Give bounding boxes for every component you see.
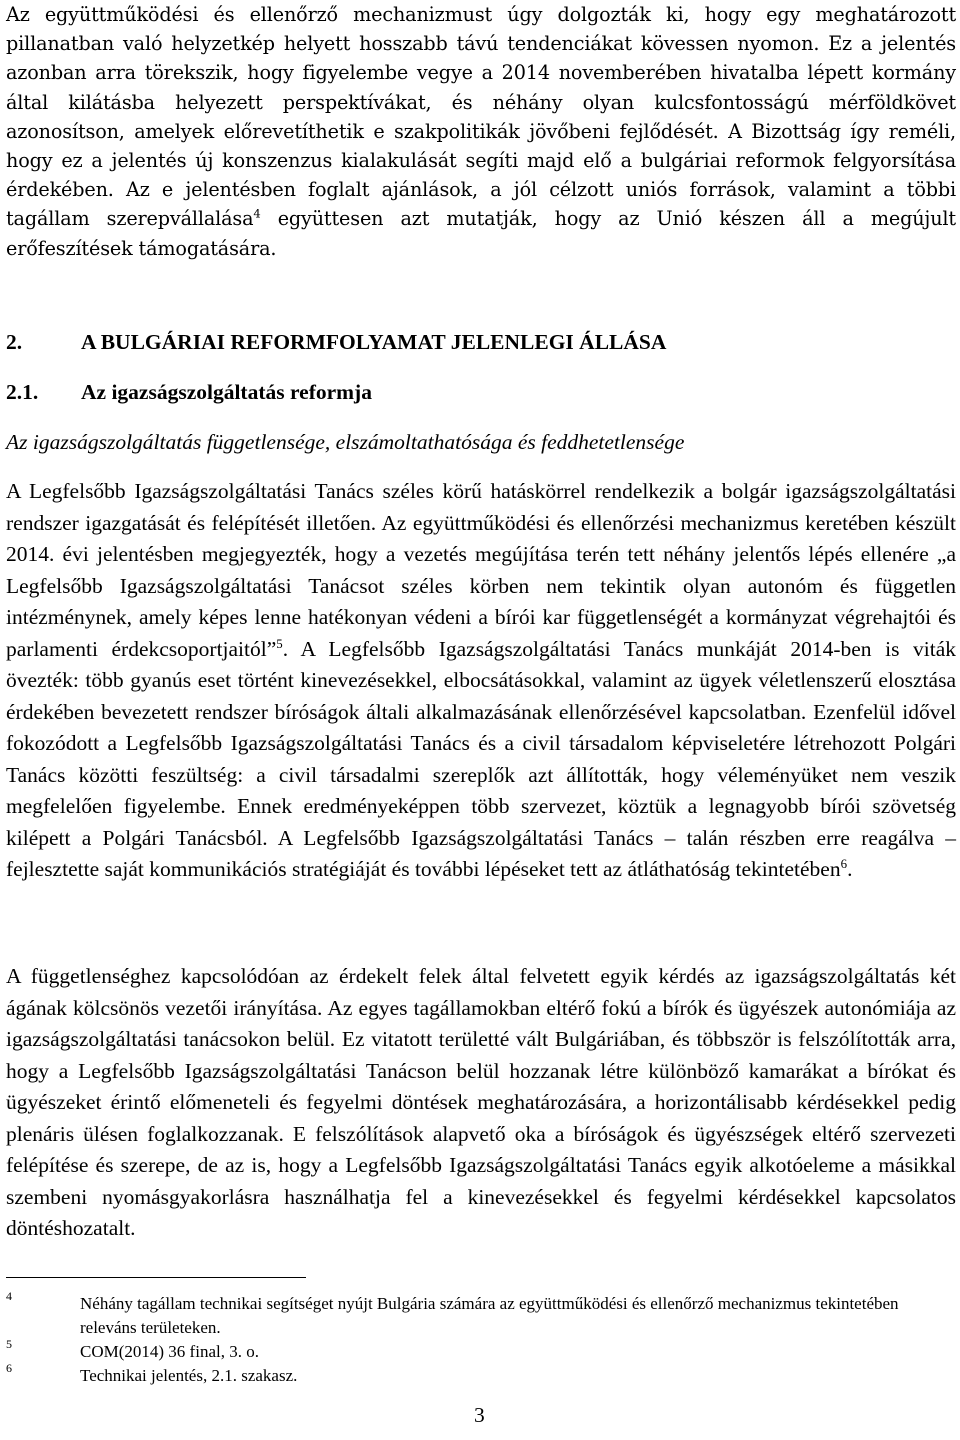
body-paragraph-1 [6, 476, 956, 886]
footnote-separator [6, 1277, 306, 1278]
footnote-ref-5[interactable]: 5 [276, 636, 283, 651]
subsection-heading [6, 380, 372, 405]
paragraph1-text-part3: . [847, 857, 853, 881]
intro-text-part2: együttesen azt mutatják, hogy az Unió készen áll a megújult erőfeszítések támogatására. [6, 207, 956, 260]
subsection-title: Az igazságszolgáltatás reformja [81, 380, 372, 404]
paragraph1-text-part2: . A Legfelsőbb Igazságszolgáltatási Tanács munkáját 2014-ben is viták övezték: több gyanús eset történt kinevezésekkel, elbocsátásokkal, valamint az ügyek véletlenszerű elosztása érdekében bevezetett rendszer bíróságok általi alkalmazásának ellenőrzésével kapcsolatban. Ezenfelül idővel fokozódott a Legfelsőbb Igazságszolgáltatási Tanács és a civil társadalom képviseletére létrehozott Polgári Tanács közötti feszültség: a civil társadalmi szereplők azt állították, hogy véleményüket nem veszik megfelelően figyelembe. Ennek eredményeképpen több szervezet, köztük a legnagyobb bírói szövetség kilépett a Polgári Tanácsból. A Legfelsőbb Igazságszolgáltatási Tanács – talán részben erre reagálva – fejlesztette saját kommunikációs stratégiáját és további lépéseket tett az átláthatóság tekintetében [6, 636, 957, 881]
subsection-subtitle: Az igazságszolgáltatás függetlensége, elszámoltathatósága és feddhetetlensége [6, 430, 685, 454]
intro-text-part1: Az együttműködési és ellenőrző mechanizmust úgy dolgozták ki, hogy egy meghatározott pillanatban való helyzetkép helyett hosszabb távú tendenciákat kövessen nyomon. Ez a jelentés azonban arra törekszik, hogy figyelembe vegye a 2014 novemberében hivatalba lépett kormány által kilátásba helyezett perspektívákat, és néhány olyan kulcsfontosságú mérföldkövet azonosítson, amelyek előrevetíthetik e szakpolitikák jövőbeni fejlődését. A Bizottság így reméli, hogy ez a jelentés új konszenzus kialakulását segíti majd elő a bulgáriai reformok felgyorsítása érdekében. Az e jelentésben foglalt ajánlások, a jól célzott uniós források, valamint a többi tagállam szerepvállalása [6, 3, 956, 231]
intro-paragraph [6, 0, 956, 263]
section-title: A BULGÁRIAI REFORMFOLYAMAT JELENLEGI ÁLLÁSA [81, 330, 667, 354]
body-paragraph-2: A függetlenséghez kapcsolódóan az érdekelt felek által felvetett egyik kérdés az igazságszolgáltatás két ágának kölcsönös vezetői irányítása. Az egyes tagállamokban eltérő fokú a bírók és ügyészek autonómiája az igazságszolgáltatási tanácsokon belül. Ez vitatott területté vált Bulgáriában, és többször is felszólították arra, hogy a Legfelsőbb Igazságszolgáltatási Tanácson belül hozzanak létre különböző kamarákat a bírókat és ügyészeket érintő előmeneteli és fegyelmi döntések meghatározására, a horizontálisabb kérdésekkel pedig plenáris ülésen foglalkozzanak. E felszólítások alapvető oka a bíróságok és ügyészségek eltérő szervezeti felépítése és szerepe, de az is, hogy a Legfelsőbb Igazságszolgáltatási Tanács egyik alkotóeleme a másikkal szembeni nyomásgyakorlásra használhatja fel a kinevezésekkel és fegyelmi kérdésekkel kapcsolatos döntéshozatalt. [6, 964, 956, 1240]
footnote-text: COM(2014) 36 final, 3. o. [80, 1342, 259, 1361]
footnote-number: 6 [6, 1361, 12, 1375]
footnote-ref-6[interactable]: 6 [840, 856, 848, 871]
section-number: 2. [6, 330, 23, 354]
subsection-number: 2.1. [6, 380, 39, 404]
paragraph1-text-part1: A Legfelsőbb Igazságszolgáltatási Tanács széles körű hatáskörrel rendelkezik a bolgár igazságszolgáltatási rendszer igazgatását és felépítését illetően. Az együttműködési és ellenőrzési mechanizmus keretében készült 2014. évi jelentésben megjegyezték, hogy a vezetés megújítása terén tett néhány jelentős lépés ellenére „a Legfelsőbb Igazságszolgáltatási Tanácsot széles körben nem tekintik olyan autonóm és független intézménynek, amely képes lenne hatékonyan védeni a bírói kar függetlenségét a kormányzat végrehajtói és parlamenti érdekcsoportjaitól” [6, 479, 956, 661]
footnote-text: Néhány tagállam technikai segítséget nyújt Bulgária számára az együttműködési és ellenőrző mechanizmus tekintetében releváns területeken. [80, 1294, 899, 1337]
section-heading [6, 330, 666, 355]
document-page [6, 0, 957, 1427]
page-number: 3 [474, 1403, 485, 1427]
footnote-number: 4 [6, 1289, 12, 1303]
footnote-ref-4[interactable]: 4 [253, 207, 261, 222]
footnote-number: 5 [6, 1337, 12, 1351]
footnote-text: Technikai jelentés, 2.1. szakasz. [80, 1366, 298, 1385]
